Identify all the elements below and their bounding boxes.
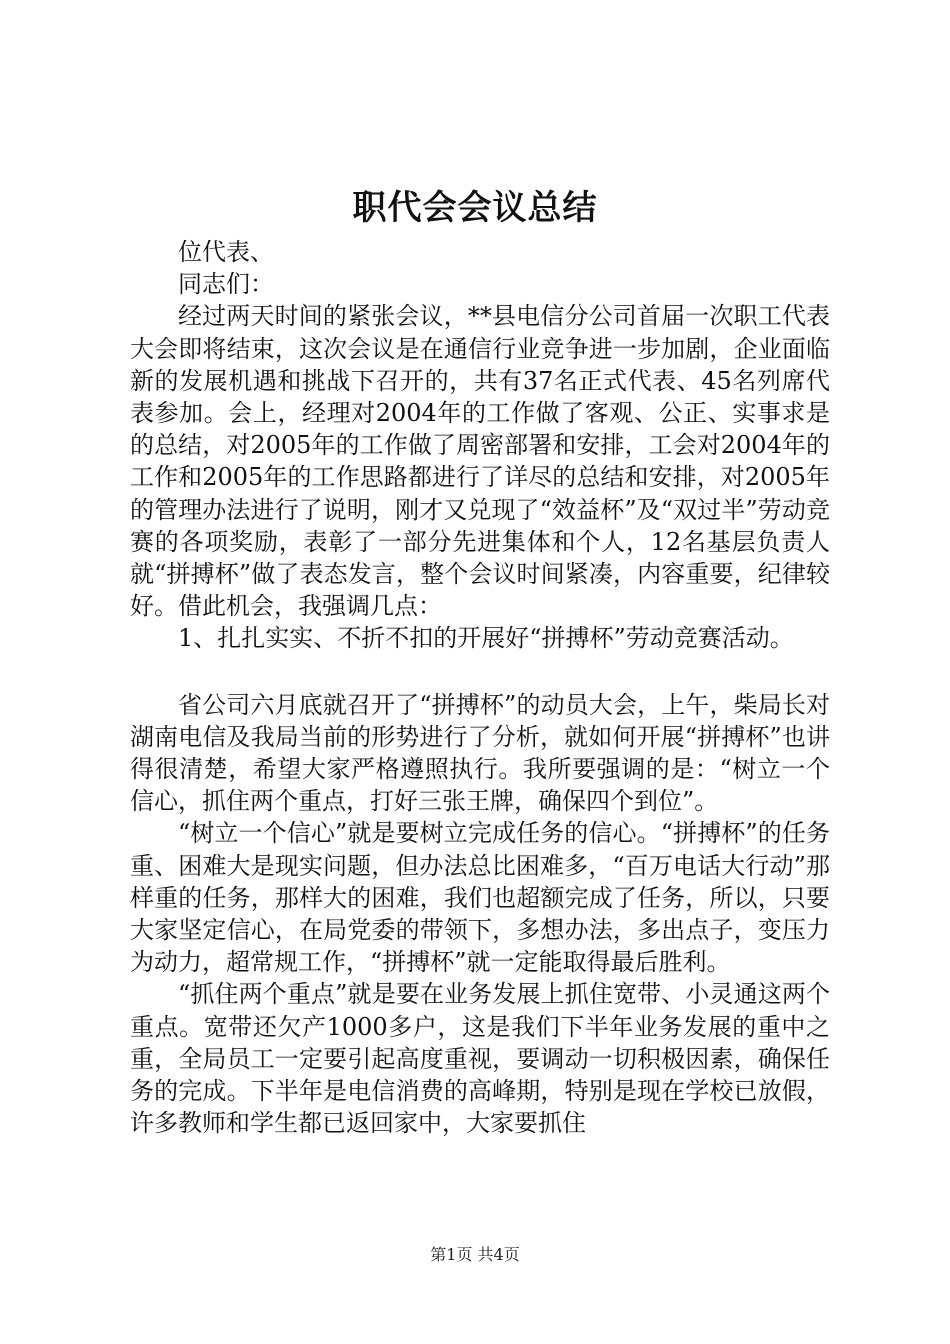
document-body xyxy=(130,236,830,1139)
paragraph-intro: 经过两天时间的紧张会议，**县电信分公司首届一次职工代表大会即将结束，这次会议是在通信行业竞争进一步加剧，企业面临新的发展机遇和挑战下召开的，共有37名正式代表、45名列席代表参加。会上，经理对2004年的工作做了客观、公正、实事求是的总结，对2005年的工作做了周密部署和安排，工会对2004年的工作和2005年的工作思路都进行了详尽的总结和安排，对2005年的管理办法进行了说明，刚才又兑现了“效益杯”及“双过半”劳动竞赛的各项奖励，表彰了一部分先进集体和个人，12名基层负责人就“拼搏杯”做了表态发言，整个会议时间紧凑，内容重要，纪律较好。借此机会，我强调几点： xyxy=(130,302,830,621)
document-title: 职代会会议总结 xyxy=(352,188,598,228)
paragraph-spacer xyxy=(130,655,830,689)
paragraph-two-priorities: “抓住两个重点”就是要在业务发展上抓住宽带、小灵通这两个重点。宽带还欠产1000多户，这是我们下半年业务发展的重中之重，全局员工一定要引起高度重视，要调动一切积极因素，确保任务的完成。下半年是电信消费的高峰期，特别是现在学校已放假，许多教师和学生都已返回家中，大家要抓住 xyxy=(130,980,830,1138)
paragraph-province-meeting: 省公司六月底就召开了“拼搏杯”的动员大会，上午，柴局长对湖南电信及我局当前的形势进行了分析，就如何开展“拼搏杯”也讲得很清楚，希望大家严格遵照执行。我所要强调的是：“树立一个信心，抓住两个重点，打好三张王牌，确保四个到位”。 xyxy=(130,690,830,816)
paragraph-one-confidence: “树立一个信心”就是要树立完成任务的信心。“拼搏杯”的任务重、困难大是现实问题，但办法总比困难多，“百万电话大行动”那样重的任务，那样大的困难，我们也超额完成了任务，所以，只要大家坚定信心，在局党委的带领下，多想办法，多出点子，变压力为动力，超常规工作，“拼搏杯”就一定能取得最后胜利。 xyxy=(130,819,830,977)
salutation-line-2: 同志们： xyxy=(178,270,274,299)
section-heading-1: 1、扎扎实实、不折不扣的开展好“拼搏杯”劳动竞赛活动。 xyxy=(178,624,794,653)
page-footer: 第1页 共4页 xyxy=(430,1245,520,1264)
salutation-line-1: 位代表、 xyxy=(178,238,274,266)
